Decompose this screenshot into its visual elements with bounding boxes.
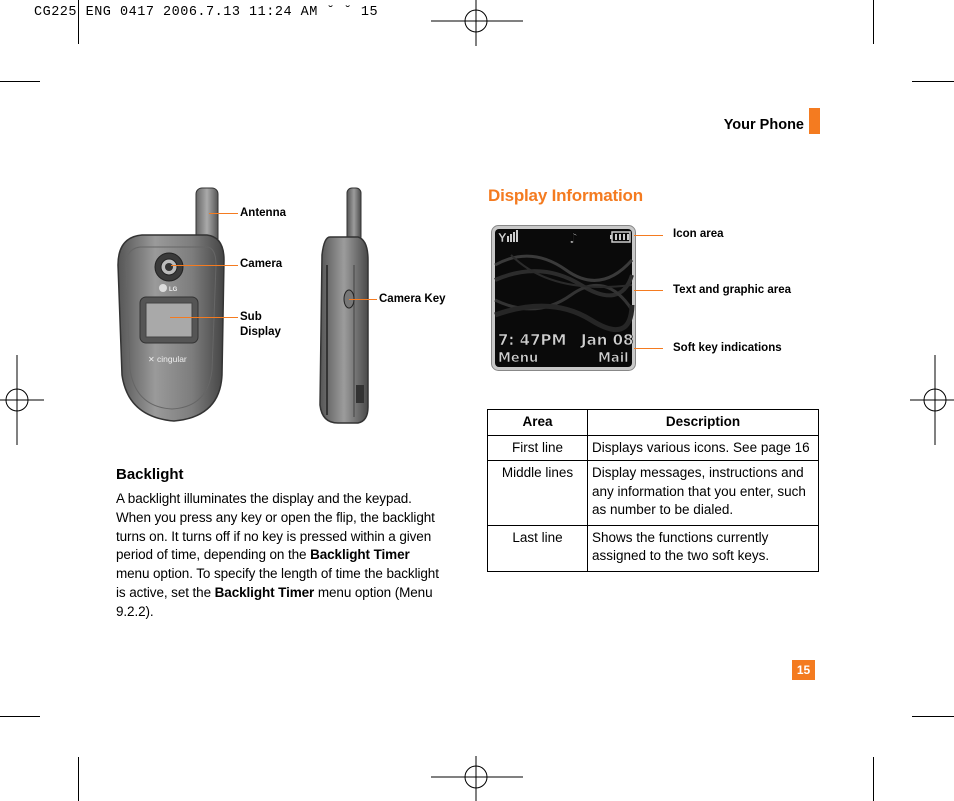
- registration-mark: [0, 355, 44, 445]
- crop-mark: [912, 716, 954, 717]
- label-antenna: Antenna: [240, 207, 286, 219]
- crop-mark: [0, 716, 40, 717]
- crop-mark: [873, 757, 874, 801]
- lcd-soft-right: Mail: [598, 351, 629, 366]
- svg-text:✕: ✕: [148, 355, 155, 364]
- carrier-logo: cingular: [157, 354, 187, 364]
- table-cell-description: Display messages, instructions and any information that you enter, such as number to be dialed.: [588, 461, 819, 526]
- display-info-table: [487, 409, 819, 572]
- leader-line: [349, 299, 377, 300]
- label-icon-area: Icon area: [673, 228, 724, 240]
- registration-mark: [431, 0, 523, 46]
- registration-mark: [431, 756, 523, 801]
- crop-mark: [0, 81, 40, 82]
- table-cell-area: First line: [488, 435, 588, 461]
- leader-line: [170, 317, 238, 318]
- leader-line: [634, 235, 663, 236]
- lcd-display-image: [491, 225, 636, 371]
- label-camera-key: Camera Key: [379, 293, 446, 305]
- label-text-area: Text and graphic area: [673, 284, 792, 296]
- table-cell-area: Last line: [488, 525, 588, 571]
- leader-line: [634, 348, 663, 349]
- table-header: Description: [588, 410, 819, 436]
- lcd-date: Jan 08: [581, 331, 634, 349]
- table-cell-description: Displays various icons. See page 16: [588, 435, 819, 461]
- leader-line: [209, 213, 238, 214]
- leader-line: [171, 265, 238, 266]
- section-tab: [809, 108, 820, 134]
- table-row: [488, 525, 819, 571]
- crop-mark: [873, 0, 874, 44]
- music-note-icon: ♪: [569, 231, 578, 247]
- registration-mark: [910, 355, 954, 445]
- section-title: Display Information: [488, 186, 643, 205]
- label-camera: Camera: [240, 258, 283, 270]
- table-cell-description: Shows the functions currently assigned to the two soft keys.: [588, 525, 819, 571]
- table-header-row: [488, 410, 819, 436]
- label-soft-keys: Soft key indications: [673, 342, 782, 354]
- table-row: [488, 435, 819, 461]
- leader-line: [634, 290, 663, 291]
- lcd-time: 7: 47PM: [498, 331, 567, 349]
- print-slug: CG225 ENG 0417 2006.7.13 11:24 AM ˘ ˘ 15: [34, 5, 379, 20]
- svg-text:Y: Y: [498, 231, 507, 245]
- running-head: Your Phone: [723, 117, 804, 133]
- phone-front-image: [112, 185, 232, 427]
- backlight-heading: Backlight: [116, 466, 184, 483]
- table-cell-area: Middle lines: [488, 461, 588, 526]
- table-header: Area: [488, 410, 588, 436]
- backlight-paragraph: A backlight illuminates the display and the keypad. When you press any key or open the flip, the backlight turns on. It turns off if no key is pressed within a given period of time, depending on the Backlight Timer menu option. To specify the length of time the backlight is active, set the Backlight Timer menu option (Menu 9.2.2).: [116, 491, 439, 619]
- label-sub-display: Sub Display: [240, 311, 281, 338]
- table-row: [488, 461, 819, 526]
- crop-mark: [78, 757, 79, 801]
- brand-logo: LG: [169, 287, 178, 293]
- crop-mark: [912, 81, 954, 82]
- phone-side-image: [310, 185, 370, 427]
- page-number: 15: [792, 660, 815, 680]
- lcd-soft-left: Menu: [498, 351, 539, 366]
